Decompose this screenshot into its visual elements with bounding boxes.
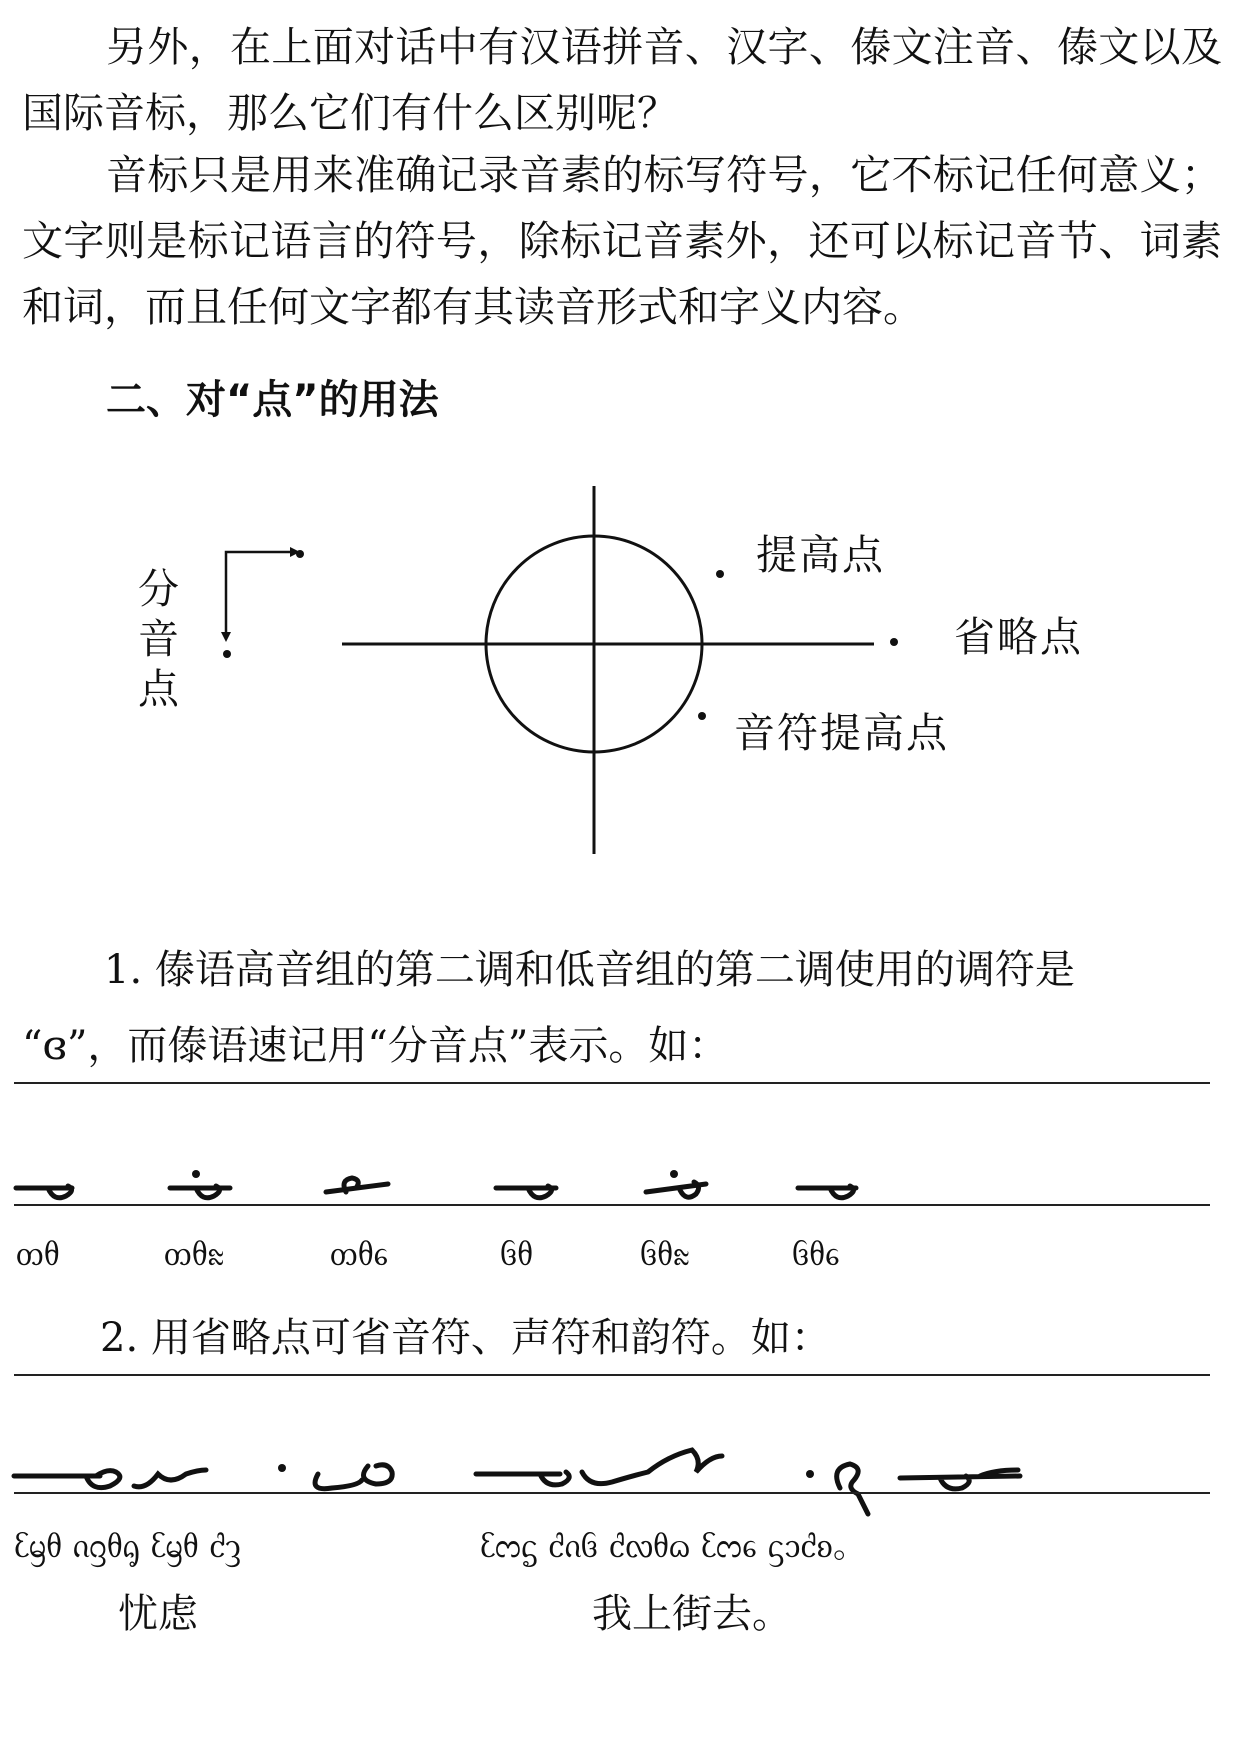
shorthand-phrase-2a	[476, 1450, 722, 1485]
paragraph-1: 另外，在上面对话中有汉语拼音、汉字、傣文注音、傣文以及国际音标，那么它们有什么区别呢？	[22, 23, 1222, 137]
label-yinfu-tigao: 音符提高点	[734, 709, 949, 757]
item1-line2: “ɞ”，而傣语速记用“分音点”表示。如：	[22, 1023, 729, 1069]
item1-line1: 1. 傣语高音组的第二调和低音组的第二调使用的调符是	[104, 947, 1075, 993]
label-shenglue: 省略点	[954, 613, 1083, 661]
example-5: ᦑᦲᦰ	[640, 1234, 690, 1274]
label-fenyin-char3: 点	[138, 665, 181, 713]
example-3: ᦎᦲᧈ	[330, 1234, 389, 1274]
shorthand-dot-a	[278, 1464, 286, 1472]
label-fenyin-char2: 音	[138, 615, 181, 663]
example2-1-gloss: 忧虑	[118, 1591, 198, 1637]
example2-1-script: ᦷᦙᦲ ᦵᦋᦲᧂ ᦷᦙᦲ ᦺᦡ	[14, 1526, 242, 1566]
rule-4	[14, 1492, 1210, 1494]
example2-2-script: ᦷᦂᧃ ᦺᦵᦑ ᦺᦟᦲᦒ ᦷᦂᧈ ᦓᦱᦺᦈ。	[480, 1526, 868, 1566]
item2-line: 2. 用省略点可省音符、声符和韵符。如：	[100, 1315, 831, 1361]
paragraph-2: 音标只是用来准确记录音素的标写符号，它不标记任何意义；文字则是标记语言的符号，除标记音素外，还可以标记音节、词素和词，而且任何文字都有其读音形式和字义内容。	[22, 151, 1222, 331]
example-2: ᦎᦲᦰ	[164, 1234, 225, 1274]
label-fenyin-char1: 分	[138, 565, 181, 613]
label-tigao: 提高点	[756, 531, 885, 579]
example2-2-gloss: 我上街去。	[592, 1591, 792, 1637]
shorthand-phrase-2b	[837, 1464, 1020, 1514]
shorthand-dot-b	[806, 1470, 814, 1478]
example-6: ᦑᦲᧈ	[792, 1234, 840, 1274]
example-4: ᦑᦲ	[500, 1234, 533, 1274]
shorthand-phrase-1b	[315, 1465, 392, 1489]
shorthand-phrase-1a	[14, 1470, 206, 1488]
section-heading: 二、对“点”的用法	[106, 377, 439, 423]
example-1: ᦎᦲ	[16, 1234, 60, 1274]
